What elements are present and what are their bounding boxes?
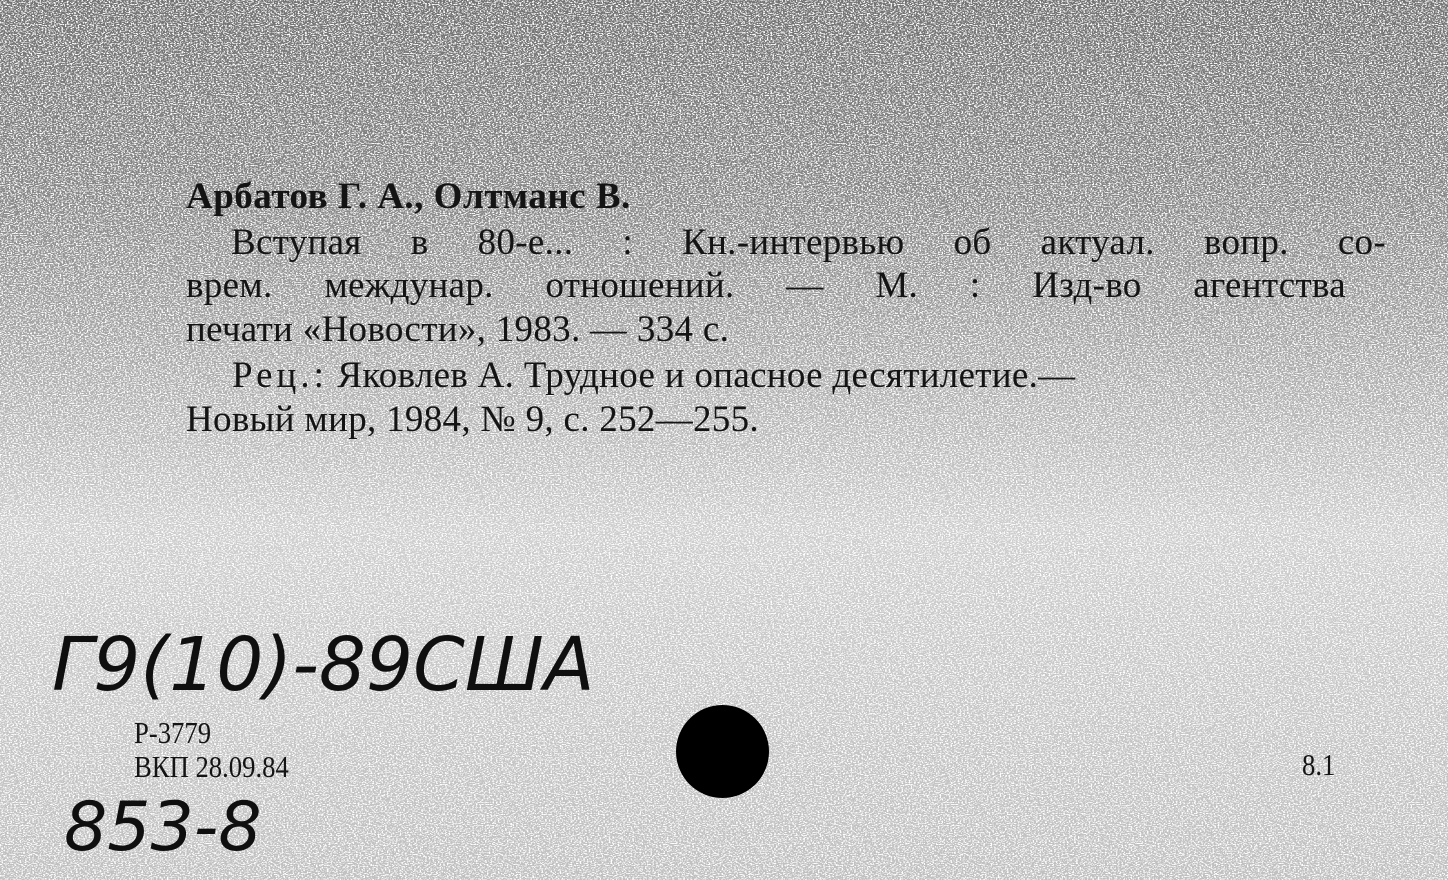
card-number: 8.1	[1302, 747, 1336, 782]
review-label: Рец.:	[232, 355, 328, 396]
word: отношений.	[545, 265, 735, 306]
punch-hole	[676, 705, 769, 798]
review-line-2: Новый мир, 1984, № 9, с. 252—255.	[186, 399, 759, 440]
classification-text: Г9(10)-89США	[52, 622, 595, 708]
word: вопр.	[1203, 222, 1289, 263]
word: в	[410, 222, 429, 263]
word: :	[622, 222, 633, 263]
imprint-line: печати «Новости», 1983. — 334 с.	[186, 309, 730, 350]
word: Кн.-интервью	[682, 222, 905, 263]
word: Вступая	[231, 222, 362, 263]
word: междунар.	[324, 265, 494, 306]
word: врем.	[186, 265, 273, 306]
word: М.	[875, 265, 919, 306]
review-citation: Яковлев А. Трудное и опасное десятилетие.—	[327, 355, 1076, 396]
publisher-stamp: ВКП 28.09.84	[134, 749, 289, 784]
word: актуал.	[1040, 222, 1155, 263]
inventory-number: 853-8	[64, 788, 262, 867]
word: агентства	[1193, 265, 1346, 306]
word: :	[969, 265, 981, 306]
order-number: Р-3779	[134, 715, 212, 750]
word: 80-е...	[477, 222, 574, 263]
word: об	[953, 222, 992, 263]
word: —	[786, 265, 824, 306]
word: Изд-во	[1032, 265, 1142, 306]
word: со-	[1337, 222, 1386, 263]
author-heading: Арбатов Г. А., Олтманс В.	[186, 176, 631, 217]
